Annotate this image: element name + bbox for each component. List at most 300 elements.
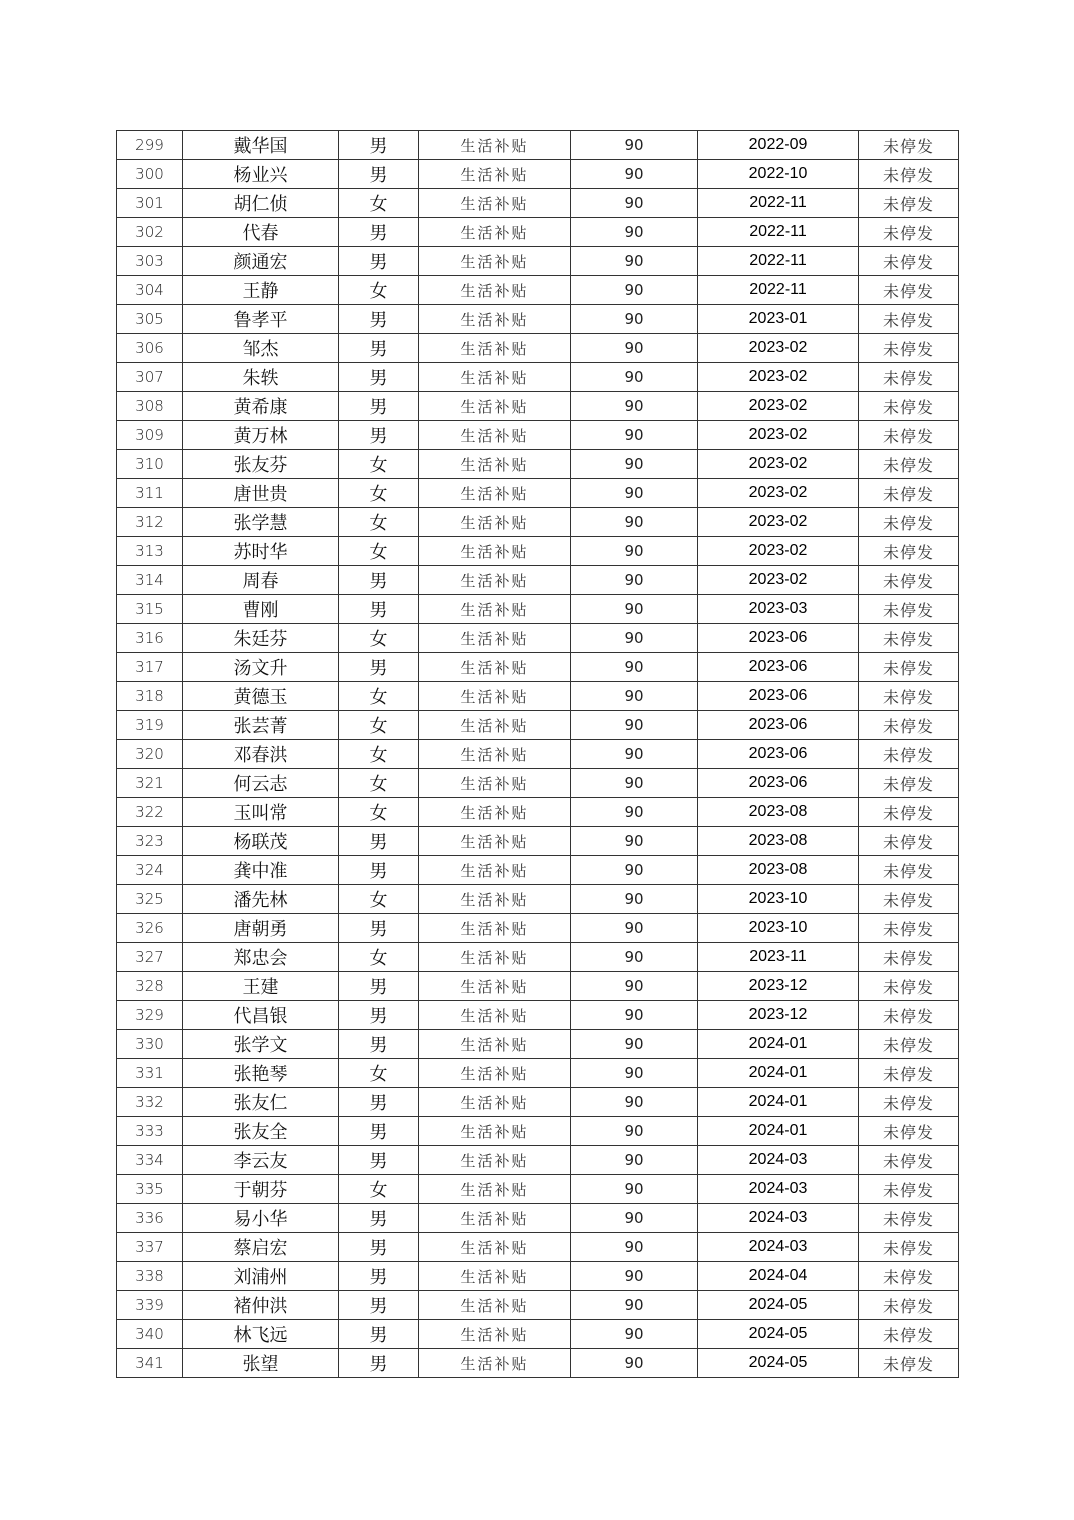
subsidy-type-cell: 生活补贴 (419, 363, 571, 392)
gender-cell: 男 (339, 856, 419, 885)
start-date-cell: 2024-05 (698, 1320, 859, 1349)
status-cell: 未停发 (859, 1320, 959, 1349)
amount-cell: 90 (571, 566, 698, 595)
subsidy-type-cell: 生活补贴 (419, 305, 571, 334)
start-date-cell: 2023-02 (698, 392, 859, 421)
subsidy-type-cell: 生活补贴 (419, 827, 571, 856)
table-row (117, 1204, 959, 1233)
amount-cell: 90 (571, 508, 698, 537)
row-number-cell: 325 (117, 885, 183, 914)
name-cell: 褚仲洪 (183, 1291, 339, 1320)
name-cell: 张友芬 (183, 450, 339, 479)
amount-cell: 90 (571, 1291, 698, 1320)
status-cell: 未停发 (859, 1030, 959, 1059)
name-cell: 邹杰 (183, 334, 339, 363)
status-cell: 未停发 (859, 827, 959, 856)
name-cell: 龚中准 (183, 856, 339, 885)
subsidy-type-cell: 生活补贴 (419, 1175, 571, 1204)
gender-cell: 女 (339, 508, 419, 537)
start-date-cell: 2022-09 (698, 131, 859, 160)
status-cell: 未停发 (859, 798, 959, 827)
subsidy-type-cell: 生活补贴 (419, 1088, 571, 1117)
status-cell: 未停发 (859, 624, 959, 653)
table-row (117, 595, 959, 624)
status-cell: 未停发 (859, 479, 959, 508)
row-number-cell: 335 (117, 1175, 183, 1204)
amount-cell: 90 (571, 1001, 698, 1030)
subsidy-type-cell: 生活补贴 (419, 218, 571, 247)
table-row (117, 421, 959, 450)
gender-cell: 女 (339, 276, 419, 305)
row-number-cell: 326 (117, 914, 183, 943)
gender-cell: 女 (339, 943, 419, 972)
table-row (117, 247, 959, 276)
status-cell: 未停发 (859, 1059, 959, 1088)
table-row (117, 305, 959, 334)
gender-cell: 男 (339, 1030, 419, 1059)
status-cell: 未停发 (859, 943, 959, 972)
gender-cell: 男 (339, 218, 419, 247)
table-row (117, 566, 959, 595)
gender-cell: 男 (339, 1233, 419, 1262)
row-number-cell: 315 (117, 595, 183, 624)
status-cell: 未停发 (859, 1001, 959, 1030)
start-date-cell: 2023-10 (698, 914, 859, 943)
gender-cell: 女 (339, 682, 419, 711)
row-number-cell: 312 (117, 508, 183, 537)
status-cell: 未停发 (859, 1262, 959, 1291)
gender-cell: 男 (339, 363, 419, 392)
start-date-cell: 2024-03 (698, 1146, 859, 1175)
table-row (117, 653, 959, 682)
start-date-cell: 2024-03 (698, 1175, 859, 1204)
subsidy-type-cell: 生活补贴 (419, 1291, 571, 1320)
name-cell: 蔡启宏 (183, 1233, 339, 1262)
gender-cell: 女 (339, 711, 419, 740)
status-cell: 未停发 (859, 363, 959, 392)
status-cell: 未停发 (859, 711, 959, 740)
start-date-cell: 2023-02 (698, 334, 859, 363)
gender-cell: 男 (339, 305, 419, 334)
gender-cell: 男 (339, 566, 419, 595)
row-number-cell: 341 (117, 1349, 183, 1378)
amount-cell: 90 (571, 769, 698, 798)
amount-cell: 90 (571, 189, 698, 218)
start-date-cell: 2023-08 (698, 827, 859, 856)
gender-cell: 男 (339, 653, 419, 682)
table-row (117, 943, 959, 972)
table-row (117, 276, 959, 305)
status-cell: 未停发 (859, 247, 959, 276)
start-date-cell: 2022-11 (698, 218, 859, 247)
name-cell: 张艳琴 (183, 1059, 339, 1088)
table-row (117, 885, 959, 914)
subsidy-table (116, 130, 959, 1378)
gender-cell: 男 (339, 595, 419, 624)
gender-cell: 女 (339, 740, 419, 769)
row-number-cell: 323 (117, 827, 183, 856)
subsidy-type-cell: 生活补贴 (419, 131, 571, 160)
subsidy-type-cell: 生活补贴 (419, 537, 571, 566)
subsidy-type-cell: 生活补贴 (419, 392, 571, 421)
row-number-cell: 310 (117, 450, 183, 479)
row-number-cell: 300 (117, 160, 183, 189)
row-number-cell: 305 (117, 305, 183, 334)
subsidy-type-cell: 生活补贴 (419, 595, 571, 624)
name-cell: 林飞远 (183, 1320, 339, 1349)
start-date-cell: 2023-03 (698, 595, 859, 624)
start-date-cell: 2024-01 (698, 1088, 859, 1117)
row-number-cell: 340 (117, 1320, 183, 1349)
start-date-cell: 2023-02 (698, 363, 859, 392)
start-date-cell: 2023-06 (698, 711, 859, 740)
start-date-cell: 2022-11 (698, 247, 859, 276)
status-cell: 未停发 (859, 421, 959, 450)
table-row (117, 972, 959, 1001)
status-cell: 未停发 (859, 885, 959, 914)
name-cell: 黄万林 (183, 421, 339, 450)
name-cell: 玉叫常 (183, 798, 339, 827)
row-number-cell: 320 (117, 740, 183, 769)
subsidy-type-cell: 生活补贴 (419, 653, 571, 682)
name-cell: 杨业兴 (183, 160, 339, 189)
table-row (117, 218, 959, 247)
amount-cell: 90 (571, 1262, 698, 1291)
name-cell: 唐世贵 (183, 479, 339, 508)
name-cell: 杨联茂 (183, 827, 339, 856)
row-number-cell: 311 (117, 479, 183, 508)
gender-cell: 女 (339, 769, 419, 798)
amount-cell: 90 (571, 1320, 698, 1349)
gender-cell: 男 (339, 160, 419, 189)
status-cell: 未停发 (859, 972, 959, 1001)
start-date-cell: 2024-01 (698, 1030, 859, 1059)
subsidy-type-cell: 生活补贴 (419, 624, 571, 653)
gender-cell: 男 (339, 131, 419, 160)
status-cell: 未停发 (859, 189, 959, 218)
subsidy-type-cell: 生活补贴 (419, 450, 571, 479)
name-cell: 张学文 (183, 1030, 339, 1059)
start-date-cell: 2023-02 (698, 508, 859, 537)
start-date-cell: 2023-12 (698, 972, 859, 1001)
start-date-cell: 2023-06 (698, 653, 859, 682)
row-number-cell: 324 (117, 856, 183, 885)
status-cell: 未停发 (859, 769, 959, 798)
amount-cell: 90 (571, 334, 698, 363)
table-row (117, 334, 959, 363)
row-number-cell: 299 (117, 131, 183, 160)
start-date-cell: 2023-06 (698, 740, 859, 769)
subsidy-type-cell: 生活补贴 (419, 334, 571, 363)
table-body (117, 131, 959, 1378)
table-row (117, 1262, 959, 1291)
start-date-cell: 2024-03 (698, 1204, 859, 1233)
status-cell: 未停发 (859, 131, 959, 160)
table-row (117, 1233, 959, 1262)
start-date-cell: 2024-05 (698, 1349, 859, 1378)
name-cell: 鲁孝平 (183, 305, 339, 334)
subsidy-type-cell: 生活补贴 (419, 769, 571, 798)
subsidy-type-cell: 生活补贴 (419, 1204, 571, 1233)
subsidy-type-cell: 生活补贴 (419, 682, 571, 711)
amount-cell: 90 (571, 305, 698, 334)
amount-cell: 90 (571, 1088, 698, 1117)
row-number-cell: 321 (117, 769, 183, 798)
table-row (117, 160, 959, 189)
status-cell: 未停发 (859, 1146, 959, 1175)
amount-cell: 90 (571, 479, 698, 508)
subsidy-type-cell: 生活补贴 (419, 1030, 571, 1059)
amount-cell: 90 (571, 1059, 698, 1088)
name-cell: 潘先林 (183, 885, 339, 914)
status-cell: 未停发 (859, 595, 959, 624)
subsidy-type-cell: 生活补贴 (419, 885, 571, 914)
start-date-cell: 2023-08 (698, 856, 859, 885)
name-cell: 戴华国 (183, 131, 339, 160)
status-cell: 未停发 (859, 305, 959, 334)
row-number-cell: 338 (117, 1262, 183, 1291)
gender-cell: 男 (339, 1204, 419, 1233)
subsidy-type-cell: 生活补贴 (419, 711, 571, 740)
table-row (117, 624, 959, 653)
row-number-cell: 329 (117, 1001, 183, 1030)
name-cell: 张学慧 (183, 508, 339, 537)
subsidy-type-cell: 生活补贴 (419, 943, 571, 972)
amount-cell: 90 (571, 1204, 698, 1233)
amount-cell: 90 (571, 160, 698, 189)
amount-cell: 90 (571, 885, 698, 914)
amount-cell: 90 (571, 682, 698, 711)
start-date-cell: 2024-03 (698, 1233, 859, 1262)
amount-cell: 90 (571, 943, 698, 972)
amount-cell: 90 (571, 1175, 698, 1204)
start-date-cell: 2023-06 (698, 682, 859, 711)
subsidy-type-cell: 生活补贴 (419, 1349, 571, 1378)
name-cell: 张芸菁 (183, 711, 339, 740)
table-row (117, 1291, 959, 1320)
name-cell: 汤文升 (183, 653, 339, 682)
subsidy-type-cell: 生活补贴 (419, 160, 571, 189)
table-row (117, 1146, 959, 1175)
name-cell: 张望 (183, 1349, 339, 1378)
amount-cell: 90 (571, 972, 698, 1001)
name-cell: 王建 (183, 972, 339, 1001)
status-cell: 未停发 (859, 450, 959, 479)
start-date-cell: 2024-01 (698, 1059, 859, 1088)
start-date-cell: 2023-02 (698, 566, 859, 595)
start-date-cell: 2022-10 (698, 160, 859, 189)
name-cell: 朱廷芬 (183, 624, 339, 653)
table-row (117, 508, 959, 537)
amount-cell: 90 (571, 131, 698, 160)
table-row (117, 682, 959, 711)
start-date-cell: 2024-01 (698, 1117, 859, 1146)
gender-cell: 女 (339, 450, 419, 479)
table-row (117, 450, 959, 479)
table-row (117, 479, 959, 508)
table-row (117, 914, 959, 943)
gender-cell: 女 (339, 537, 419, 566)
subsidy-type-cell: 生活补贴 (419, 1146, 571, 1175)
amount-cell: 90 (571, 363, 698, 392)
amount-cell: 90 (571, 653, 698, 682)
row-number-cell: 313 (117, 537, 183, 566)
table-row (117, 363, 959, 392)
name-cell: 周春 (183, 566, 339, 595)
row-number-cell: 307 (117, 363, 183, 392)
amount-cell: 90 (571, 856, 698, 885)
amount-cell: 90 (571, 827, 698, 856)
name-cell: 黄希康 (183, 392, 339, 421)
name-cell: 颜通宏 (183, 247, 339, 276)
name-cell: 王静 (183, 276, 339, 305)
amount-cell: 90 (571, 392, 698, 421)
row-number-cell: 318 (117, 682, 183, 711)
status-cell: 未停发 (859, 1291, 959, 1320)
subsidy-type-cell: 生活补贴 (419, 856, 571, 885)
subsidy-type-cell: 生活补贴 (419, 1001, 571, 1030)
table-row (117, 1030, 959, 1059)
gender-cell: 女 (339, 189, 419, 218)
status-cell: 未停发 (859, 682, 959, 711)
gender-cell: 男 (339, 1262, 419, 1291)
name-cell: 何云志 (183, 769, 339, 798)
table-row (117, 1320, 959, 1349)
name-cell: 易小华 (183, 1204, 339, 1233)
row-number-cell: 302 (117, 218, 183, 247)
name-cell: 朱轶 (183, 363, 339, 392)
start-date-cell: 2022-11 (698, 276, 859, 305)
table-row (117, 1175, 959, 1204)
amount-cell: 90 (571, 914, 698, 943)
row-number-cell: 304 (117, 276, 183, 305)
start-date-cell: 2023-08 (698, 798, 859, 827)
amount-cell: 90 (571, 740, 698, 769)
subsidy-type-cell: 生活补贴 (419, 1233, 571, 1262)
name-cell: 李云友 (183, 1146, 339, 1175)
gender-cell: 女 (339, 885, 419, 914)
status-cell: 未停发 (859, 392, 959, 421)
amount-cell: 90 (571, 1146, 698, 1175)
status-cell: 未停发 (859, 1233, 959, 1262)
gender-cell: 男 (339, 247, 419, 276)
name-cell: 黄德玉 (183, 682, 339, 711)
start-date-cell: 2022-11 (698, 189, 859, 218)
subsidy-type-cell: 生活补贴 (419, 566, 571, 595)
row-number-cell: 328 (117, 972, 183, 1001)
table-row (117, 740, 959, 769)
row-number-cell: 308 (117, 392, 183, 421)
status-cell: 未停发 (859, 740, 959, 769)
status-cell: 未停发 (859, 1349, 959, 1378)
subsidy-type-cell: 生活补贴 (419, 276, 571, 305)
start-date-cell: 2023-02 (698, 537, 859, 566)
amount-cell: 90 (571, 421, 698, 450)
subsidy-type-cell: 生活补贴 (419, 479, 571, 508)
row-number-cell: 309 (117, 421, 183, 450)
gender-cell: 男 (339, 1146, 419, 1175)
table-row (117, 1001, 959, 1030)
status-cell: 未停发 (859, 334, 959, 363)
status-cell: 未停发 (859, 160, 959, 189)
row-number-cell: 322 (117, 798, 183, 827)
amount-cell: 90 (571, 798, 698, 827)
gender-cell: 男 (339, 1117, 419, 1146)
table-row (117, 1117, 959, 1146)
amount-cell: 90 (571, 711, 698, 740)
name-cell: 郑忠会 (183, 943, 339, 972)
subsidy-type-cell: 生活补贴 (419, 740, 571, 769)
start-date-cell: 2023-06 (698, 769, 859, 798)
row-number-cell: 306 (117, 334, 183, 363)
name-cell: 张友仁 (183, 1088, 339, 1117)
start-date-cell: 2023-12 (698, 1001, 859, 1030)
table-row (117, 827, 959, 856)
table-row (117, 856, 959, 885)
row-number-cell: 334 (117, 1146, 183, 1175)
row-number-cell: 331 (117, 1059, 183, 1088)
start-date-cell: 2023-11 (698, 943, 859, 972)
gender-cell: 女 (339, 1175, 419, 1204)
amount-cell: 90 (571, 1030, 698, 1059)
amount-cell: 90 (571, 1233, 698, 1262)
gender-cell: 女 (339, 479, 419, 508)
amount-cell: 90 (571, 247, 698, 276)
gender-cell: 女 (339, 798, 419, 827)
row-number-cell: 303 (117, 247, 183, 276)
table-row (117, 131, 959, 160)
status-cell: 未停发 (859, 276, 959, 305)
gender-cell: 女 (339, 1059, 419, 1088)
subsidy-type-cell: 生活补贴 (419, 508, 571, 537)
row-number-cell: 336 (117, 1204, 183, 1233)
start-date-cell: 2023-10 (698, 885, 859, 914)
amount-cell: 90 (571, 276, 698, 305)
gender-cell: 男 (339, 1088, 419, 1117)
subsidy-type-cell: 生活补贴 (419, 914, 571, 943)
subsidy-type-cell: 生活补贴 (419, 247, 571, 276)
table-row (117, 1059, 959, 1088)
start-date-cell: 2023-02 (698, 450, 859, 479)
name-cell: 唐朝勇 (183, 914, 339, 943)
status-cell: 未停发 (859, 537, 959, 566)
row-number-cell: 316 (117, 624, 183, 653)
subsidy-type-cell: 生活补贴 (419, 1320, 571, 1349)
row-number-cell: 327 (117, 943, 183, 972)
status-cell: 未停发 (859, 1175, 959, 1204)
gender-cell: 男 (339, 1320, 419, 1349)
row-number-cell: 317 (117, 653, 183, 682)
status-cell: 未停发 (859, 566, 959, 595)
start-date-cell: 2023-01 (698, 305, 859, 334)
subsidy-type-cell: 生活补贴 (419, 1117, 571, 1146)
subsidy-type-cell: 生活补贴 (419, 1262, 571, 1291)
row-number-cell: 301 (117, 189, 183, 218)
name-cell: 刘浦州 (183, 1262, 339, 1291)
gender-cell: 男 (339, 972, 419, 1001)
name-cell: 代昌银 (183, 1001, 339, 1030)
gender-cell: 男 (339, 1349, 419, 1378)
name-cell: 胡仁侦 (183, 189, 339, 218)
table-row (117, 798, 959, 827)
table-row (117, 189, 959, 218)
gender-cell: 男 (339, 421, 419, 450)
name-cell: 曹刚 (183, 595, 339, 624)
status-cell: 未停发 (859, 1204, 959, 1233)
gender-cell: 女 (339, 624, 419, 653)
subsidy-type-cell: 生活补贴 (419, 189, 571, 218)
amount-cell: 90 (571, 595, 698, 624)
